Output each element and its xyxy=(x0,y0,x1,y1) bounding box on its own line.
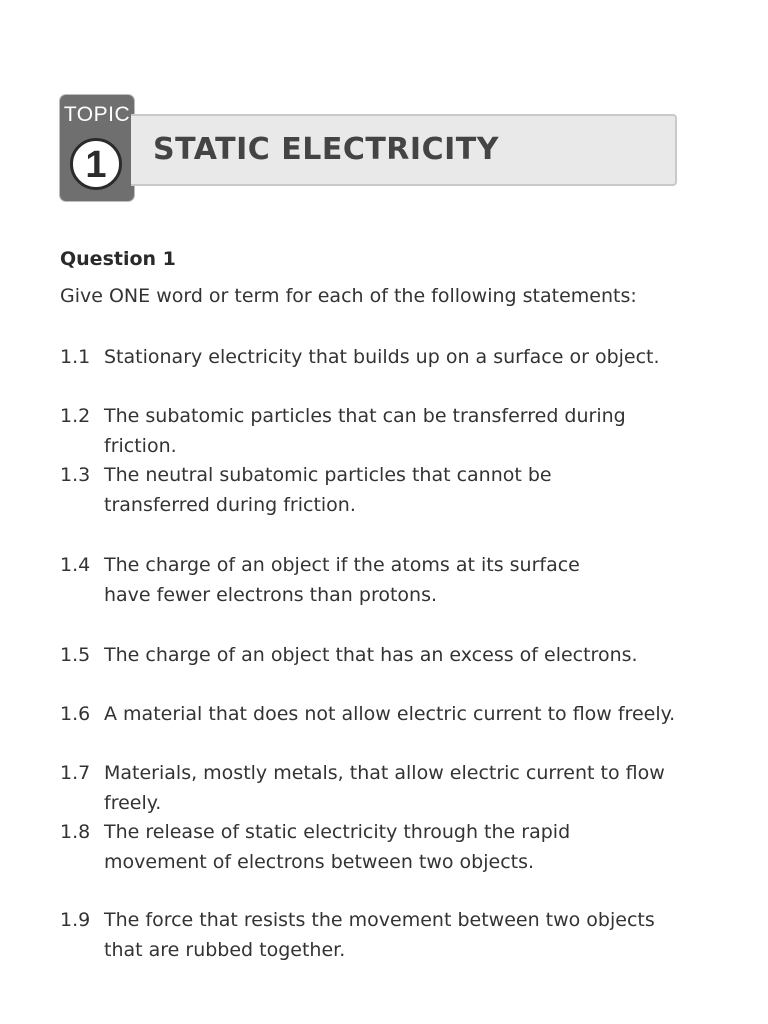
question-item-1-6 xyxy=(60,699,700,729)
item-text: The force that resists the movement between two objects that are rubbed together. xyxy=(104,909,655,961)
item-number: 1.1 xyxy=(60,346,91,368)
question-item-1-3 xyxy=(60,460,700,520)
page-title: STATIC ELECTRICITY xyxy=(153,132,499,167)
item-text: The neutral subatomic particles that cannot be transferred during friction. xyxy=(104,464,552,516)
item-number: 1.2 xyxy=(60,405,91,427)
item-text: The release of static electricity through the rapid movement of electrons between two objects. xyxy=(104,821,571,873)
question-item-1-5 xyxy=(60,640,700,670)
question-item-1-2 xyxy=(60,401,700,461)
topic-label: TOPIC xyxy=(63,103,131,126)
item-text: The charge of an object that has an excess of electrons. xyxy=(104,644,638,666)
item-text: The charge of an object if the atoms at its surface have fewer electrons than protons. xyxy=(104,554,580,606)
item-text: The subatomic particles that can be transferred during friction. xyxy=(104,405,626,457)
item-text: Stationary electricity that builds up on a surface or object. xyxy=(104,346,660,368)
topic-badge xyxy=(60,95,134,201)
item-text: A material that does not allow electric current to flow freely. xyxy=(104,703,676,725)
question-instruction: Give ONE word or term for each of the following statements: xyxy=(60,285,637,307)
item-number: 1.6 xyxy=(60,703,91,725)
item-number: 1.8 xyxy=(60,821,91,843)
item-number: 1.5 xyxy=(60,644,91,666)
question-item-1-1 xyxy=(60,342,700,372)
question-item-1-4 xyxy=(60,550,700,610)
question-heading: Question 1 xyxy=(60,248,176,270)
item-number: 1.7 xyxy=(60,762,91,784)
item-text: Materials, mostly metals, that allow electric current to flow freely. xyxy=(104,762,665,814)
item-number: 1.9 xyxy=(60,909,91,931)
question-item-1-8 xyxy=(60,817,700,877)
title-bar xyxy=(131,114,677,186)
question-item-1-7 xyxy=(60,758,700,818)
item-number: 1.3 xyxy=(60,464,91,486)
topic-number: 1 xyxy=(70,138,122,190)
question-item-1-9 xyxy=(60,905,700,965)
item-number: 1.4 xyxy=(60,554,91,576)
